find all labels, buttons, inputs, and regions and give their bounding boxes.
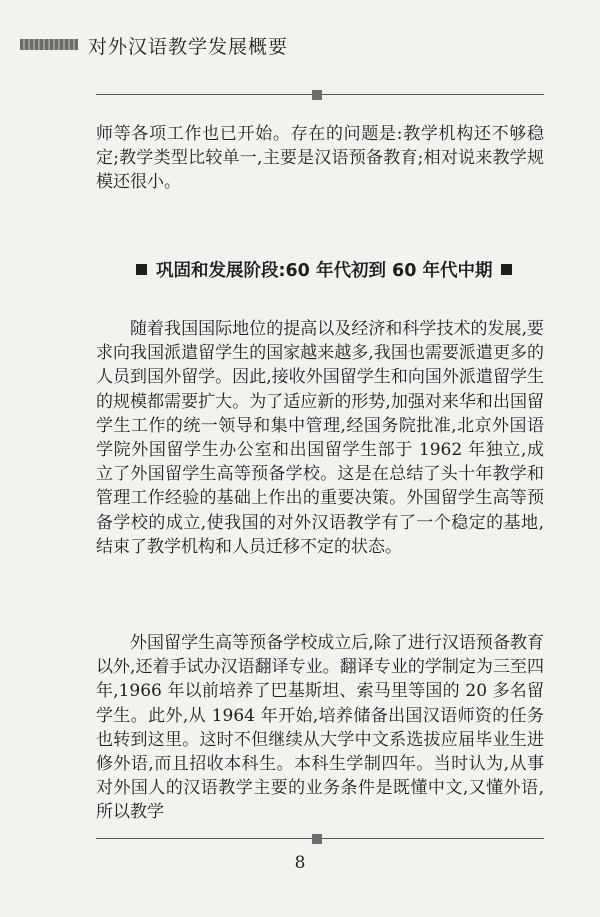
page-number: 8 <box>294 853 306 873</box>
paragraph-preparatory-school: 外国留学生高等预备学校成立后,除了进行汉语预备教育以外,还着手试办汉语翻译专业。翻译专业的学制定为三至四年,1966 年以前培养了巴基斯坦、索马里等国的 20 多名留学生。此外,从 1964 年开始,培养储备出国汉语师资的任务也转到这里。这时不但继续从大学中文系选拔应届毕业生进修外语,而且招收本科生。本科生学制四年。当时认为,从事对外国人的汉语教学主要的业务条件是既懂中文,又懂外语,所以教学 <box>96 633 544 823</box>
top-rule <box>96 90 544 100</box>
top-rule-square <box>312 90 322 100</box>
bottom-rule <box>96 834 544 844</box>
running-header <box>0 30 600 60</box>
heading-bullet-right-icon <box>501 264 512 275</box>
running-header-title: 对外汉语教学发展概要 <box>88 36 289 58</box>
bottom-rule-square <box>312 834 322 844</box>
paragraph-consolidation: 随着我国国际地位的提高以及经济和科学技术的发展,要求向我国派遣留学生的国家越来越多,我国也需要派遣更多的人员到国外留学。因此,接收外国留学生和向国外派遣留学生的规模都需要扩大。为了适应新的形势,加强对来华和出国留学生工作的统一领导和集中管理,经国务院批准,北京外国语学院外国留学生办公室和出国留学生部于 1962 年独立,成立了外国留学生高等预备学校。这是在总结了头十年教学和管理工作经验的基础上作出的重要决策。外国留学生高等预备学校的成立,使我国的对外汉语教学有了一个稳定的基地,结束了教学机构和人员迁移不定的状态。 <box>96 319 544 557</box>
paragraph-continued: 师等各项工作也已开始。存在的问题是:教学机构还不够稳定;教学类型比较单一,主要是汉语预备教育;相对说来教学规模还很小。 <box>96 124 544 193</box>
section-heading <box>136 257 556 282</box>
header-decor-bar <box>20 39 78 50</box>
heading-bullet-left-icon <box>136 264 147 275</box>
section-heading-text: 巩固和发展阶段:60 年代初到 60 年代中期 <box>156 261 493 281</box>
